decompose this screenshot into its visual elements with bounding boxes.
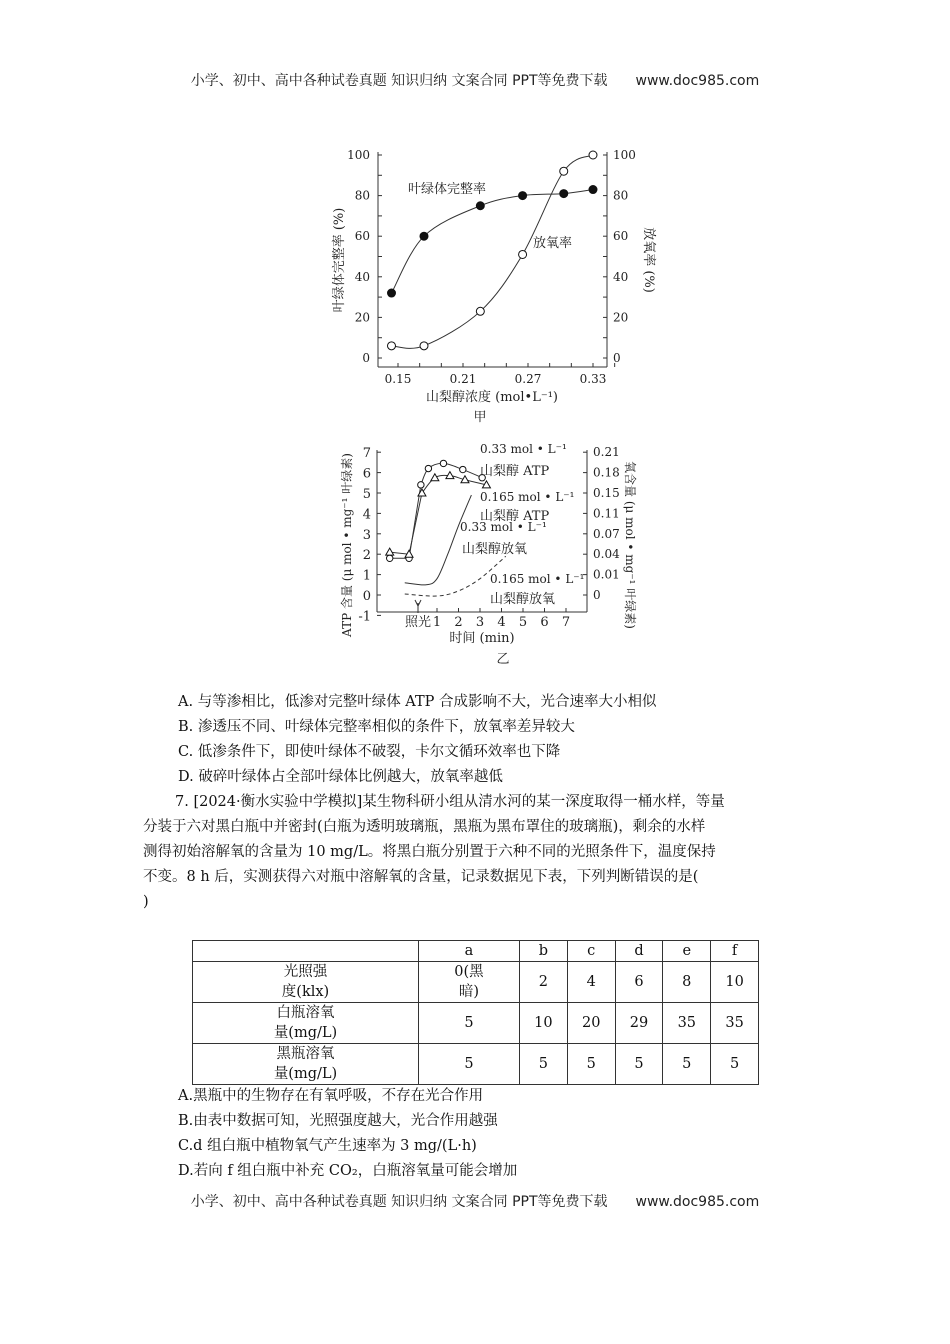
oxygen-series-line xyxy=(405,495,472,585)
header-url[interactable]: www.doc985.com xyxy=(635,73,760,89)
table-cell: 10 xyxy=(520,1003,568,1044)
y-tick-label: 2 xyxy=(362,548,371,564)
footer-text: 小学、初中、高中各种试卷真题 知识归纳 文案合同 PPT等免费下载 xyxy=(190,1194,608,1210)
atp-033-point xyxy=(425,465,431,471)
series-label-line1: 0.33 mol • L⁻¹ xyxy=(480,442,567,456)
table-cell: 光照强 度(klx) xyxy=(193,962,419,1003)
y2-tick-label: 0.15 xyxy=(593,486,620,500)
y-tick-label: 80 xyxy=(354,188,370,203)
table-cell: 6 xyxy=(615,962,663,1003)
y-tick-label: 6 xyxy=(362,466,371,482)
y-tick-label: 40 xyxy=(354,269,370,284)
series-label-line1: 0.33 mol • L⁻¹ xyxy=(460,520,547,534)
y2-tick-label: 40 xyxy=(613,269,629,284)
page-footer xyxy=(0,1191,950,1211)
chart-title: 甲 xyxy=(473,410,487,425)
atp-0165-point xyxy=(386,548,394,555)
y-axis-label: ATP 含量 (μ mol • mg⁻¹ 叶绿素) xyxy=(340,453,354,637)
table-cell: 5 xyxy=(419,1044,520,1085)
data-table xyxy=(192,940,759,1085)
table-row xyxy=(193,962,759,1003)
option-7d: D.若向 f 组白瓶中补充 CO₂，白瓶溶氧量可能会增加 xyxy=(178,1163,518,1179)
option-6d: D. 破碎叶绿体占全部叶绿体比例越大，放氧率越低 xyxy=(178,769,503,785)
y2-tick-label: 0 xyxy=(593,588,601,602)
table-cell: 白瓶溶氧 量(mg/L) xyxy=(193,1003,419,1044)
table-cell: 黑瓶溶氧 量(mg/L) xyxy=(193,1044,419,1085)
table-cell: 35 xyxy=(711,1003,759,1044)
footer-url[interactable]: www.doc985.com xyxy=(635,1194,760,1210)
y2-tick-label: 0 xyxy=(613,351,621,365)
y-tick-label: 0 xyxy=(362,351,370,365)
y2-tick-label: 0.04 xyxy=(593,547,620,562)
y-tick-label: 5 xyxy=(362,487,371,502)
y-tick-label: 1 xyxy=(362,568,371,584)
series-label-line2: 山梨醇 ATP xyxy=(480,509,550,524)
table-cell: 20 xyxy=(567,1003,615,1044)
header-cell: c xyxy=(567,941,615,962)
x-tick-label: 0.27 xyxy=(514,372,542,386)
table-cell: 29 xyxy=(615,1003,663,1044)
header-cell: d xyxy=(615,941,663,962)
x-axis-label: 时间 (min) xyxy=(449,631,515,646)
header-text: 小学、初中、高中各种试卷真题 知识归纳 文案合同 PPT等免费下载 xyxy=(190,73,608,89)
table-cell: 5 xyxy=(520,1044,568,1085)
header-cell xyxy=(193,941,419,962)
y-tick-label: 100 xyxy=(347,148,370,162)
table-cell: 5 xyxy=(419,1003,520,1044)
q7-line: 测得初始溶解氧的含量为 10 mg/L。将黑白瓶分别置于六种不同的光照条件下，温度保持 xyxy=(143,844,716,860)
atp-033-point xyxy=(418,482,424,488)
x-tick-label: 3 xyxy=(475,615,485,630)
atp-033-point xyxy=(440,460,446,466)
x-tick-label: 2 xyxy=(454,615,463,630)
table-row xyxy=(193,1003,759,1044)
atp-033-point xyxy=(387,555,393,561)
chart-title: 乙 xyxy=(496,652,510,667)
series-label-line1: 0.165 mol • L⁻¹ xyxy=(480,490,575,504)
y-tick-label: -1 xyxy=(358,609,371,625)
table-cell: 5 xyxy=(567,1044,615,1085)
x-tick-label: 7 xyxy=(561,615,571,630)
table-cell: 5 xyxy=(711,1044,759,1085)
x-tick-label: 5 xyxy=(518,615,528,630)
option-7c: C.d 组白瓶中植物氧气产生速率为 3 mg/(L·h) xyxy=(178,1138,477,1154)
header-cell: b xyxy=(520,941,568,962)
x-tick-label: 6 xyxy=(540,615,549,630)
series-label-line2: 山梨醇放氧 xyxy=(490,592,556,607)
x-tick-label: 4 xyxy=(497,615,506,630)
series-label-line1: 0.165 mol • L⁻¹ xyxy=(490,572,585,586)
q7-line: 分装于六对黑白瓶中并密封(白瓶为透明玻璃瓶，黑瓶为黑布罩住的玻璃瓶)，剩余的水样 xyxy=(143,819,706,835)
q7-line: 不变。8 h 后，实测获得六对瓶中溶解氧的含量，记录数据见下表，下列判断错误的是( xyxy=(143,869,699,885)
table-row xyxy=(193,1044,759,1085)
y2-axis-label: 放氧率 (%) xyxy=(641,227,656,293)
option-7a: A.黑瓶中的生物存在有氧呼吸，不存在光合作用 xyxy=(178,1088,484,1104)
y-tick-label: 60 xyxy=(354,229,370,244)
y2-tick-label: 0.01 xyxy=(593,567,620,582)
x-tick-label: 1 xyxy=(432,615,442,630)
option-6a: A. 与等渗相比，低渗对完整叶绿体 ATP 合成影响不大，光合速率大小相似 xyxy=(178,694,657,710)
y2-tick-label: 0.21 xyxy=(593,445,620,460)
y2-tick-label: 0.18 xyxy=(593,465,620,480)
y2-tick-label: 20 xyxy=(613,310,629,325)
y2-tick-label: 100 xyxy=(613,148,636,162)
header-cell: e xyxy=(663,941,711,962)
option-6c: C. 低渗条件下，即使叶绿体不破裂，卡尔文循环效率也下降 xyxy=(178,744,561,760)
series-label-line2: 山梨醇放氧 xyxy=(462,542,528,557)
series-label-line2: 山梨醇 ATP xyxy=(480,464,550,479)
table-cell: 10 xyxy=(711,962,759,1003)
x-tick-label: 0.15 xyxy=(384,372,412,386)
atp-0165-point xyxy=(431,474,439,481)
table-cell: 0(黑 暗) xyxy=(419,962,520,1003)
option-7b: B.由表中数据可知，光照强度越大，光合作用越强 xyxy=(178,1113,498,1129)
y-tick-label: 3 xyxy=(362,527,371,543)
q7-line: 7. [2024·衡水实验中学模拟]某生物科研小组从清水河的某一深度取得一桶水样，等量 xyxy=(175,794,725,810)
light-label: 照光 xyxy=(404,615,432,630)
y-tick-label: 7 xyxy=(362,446,371,462)
y2-tick-label: 80 xyxy=(613,188,629,203)
table-cell: 35 xyxy=(663,1003,711,1044)
y-tick-label: 4 xyxy=(362,507,371,523)
table-cell: 2 xyxy=(520,962,568,1003)
x-tick-label: 0.33 xyxy=(579,372,607,386)
x-axis-label: 山梨醇浓度 (mol•L⁻¹) xyxy=(426,390,558,405)
table-cell: 5 xyxy=(663,1044,711,1085)
series-label: 放氧率 xyxy=(533,236,573,251)
table-cell: 5 xyxy=(615,1044,663,1085)
table-header-row xyxy=(193,941,759,962)
header-cell: f xyxy=(711,941,759,962)
y-tick-label: 0 xyxy=(362,589,371,604)
atp-033-point xyxy=(460,466,466,472)
y2-tick-label: 60 xyxy=(613,229,629,244)
option-6b: B. 渗透压不同、叶绿体完整率相似的条件下，放氧率差异较大 xyxy=(178,719,575,735)
table-cell: 4 xyxy=(567,962,615,1003)
y2-axis-label: 氧含量 (μ mol • mg⁻¹ 叶绿素) xyxy=(623,461,637,629)
table-cell: 8 xyxy=(663,962,711,1003)
y2-tick-label: 0.07 xyxy=(593,526,620,541)
y-axis-label: 叶绿体完整率 (%) xyxy=(332,207,347,313)
header-cell: a xyxy=(419,941,520,962)
series-label: 叶绿体完整率 xyxy=(408,182,487,197)
x-tick-label: 0.21 xyxy=(449,372,477,386)
q7-line: ) xyxy=(143,894,149,910)
y2-tick-label: 0.11 xyxy=(593,506,620,521)
y-tick-label: 20 xyxy=(354,310,370,325)
